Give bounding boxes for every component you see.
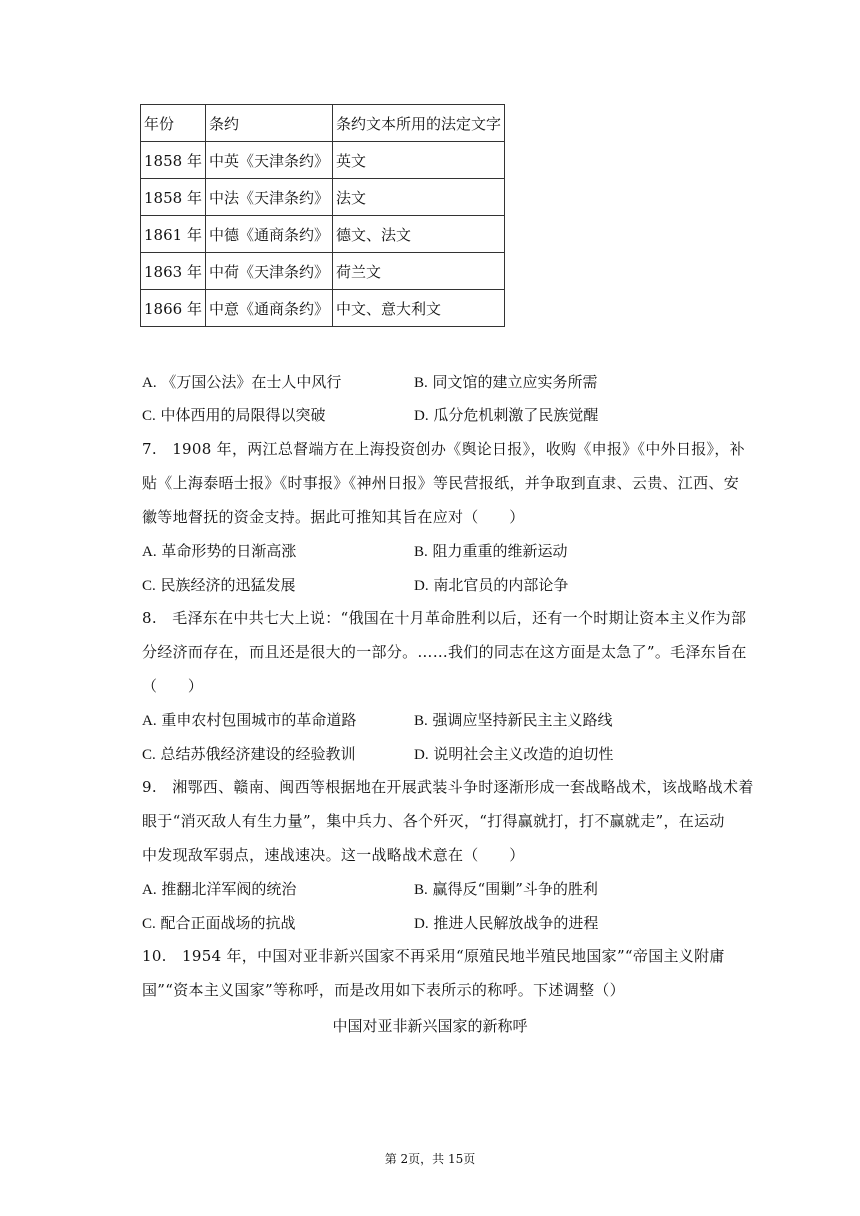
q6-option-b: [414, 371, 598, 392]
option-text: 同文馆的建立应实务所需: [432, 373, 598, 391]
table-cell: 中英《天津条约》: [205, 142, 332, 179]
page-footer: 第 2页，共 15页: [384, 1152, 476, 1166]
q7-stem-line: 贴《上海泰晤士报》《时事报》《神州日报》等民营报纸，并争取到直隶、云贵、江西、安: [142, 474, 740, 492]
treaty-table: [140, 104, 505, 327]
option-text: 瓜分危机刺激了民族觉醒: [433, 406, 599, 424]
option-text: 中体西用的局限得以突破: [160, 406, 326, 424]
option-text: 民族经济的迅猛发展: [160, 576, 296, 594]
q6-option-d: [414, 404, 598, 425]
q8-stem-line: （ ）: [142, 677, 204, 695]
option-text: 推进人民解放战争的进程: [433, 914, 599, 932]
option-text: 强调应坚持新民主主义路线: [432, 711, 613, 729]
q9-option-c: [142, 912, 296, 933]
q9-stem-line: 眼于“消灭敌人有生力量”，集中兵力、各个歼灭，“打得赢就打，打不赢就走”，在运动: [142, 812, 725, 830]
table-header-cell: 条约: [205, 105, 332, 142]
table-cell: 中文、意大利文: [332, 290, 504, 327]
table-row: [141, 216, 505, 253]
q9-option-d: [414, 912, 598, 933]
q9-stem-line: 中发现敌军弱点，速战速决。这一战略战术意在（ ）: [142, 846, 525, 864]
table-header-cell: 条约文本所用的法定文字: [332, 105, 504, 142]
option-key: B.: [414, 375, 428, 391]
table-cell: 法文: [332, 179, 504, 216]
option-key: C.: [142, 578, 156, 594]
q9-option-a: [142, 878, 296, 899]
q8-stem-line: 8. 毛泽东在中共七大上说：“俄国在十月革命胜利以后，还有一个时期让资本主义作为部: [142, 609, 747, 627]
option-text: 重申农村包围城市的革命道路: [161, 711, 357, 729]
q8-stem-line: 分经济而存在，而且还是很大的一部分。……我们的同志在这方面是太急了”。毛泽东旨在: [142, 643, 747, 661]
q6-option-c: [142, 404, 326, 425]
table-cell: 1863 年: [141, 253, 206, 290]
option-key: C.: [142, 916, 156, 932]
q8-option-b: [414, 709, 613, 730]
q8-option-c: [142, 743, 356, 764]
table-cell: 中意《通商条约》: [205, 290, 332, 327]
table-header-cell: 年份: [141, 105, 206, 142]
q7-option-b: [414, 540, 568, 561]
option-key: D.: [414, 408, 429, 424]
table-caption: 中国对亚非新兴国家的新称呼: [332, 1017, 528, 1035]
option-key: D.: [414, 916, 429, 932]
q8-option-d: [414, 743, 613, 764]
q9-stem-line: 9. 湘鄂西、赣南、闽西等根据地在开展武装斗争时逐渐形成一套战略战术，该战略战术着: [142, 778, 754, 796]
table-cell: 荷兰文: [332, 253, 504, 290]
option-key: C.: [142, 747, 156, 763]
option-text: 赢得反“围剿”斗争的胜利: [432, 880, 598, 898]
option-text: 南北官员的内部论争: [433, 576, 569, 594]
option-key: A.: [142, 713, 157, 729]
q6-option-a: [142, 371, 341, 392]
table-cell: 1858 年: [141, 179, 206, 216]
q7-stem-line: 徽等地督抚的资金支持。据此可推知其旨在应对（ ）: [142, 508, 525, 526]
table-cell: 1866 年: [141, 290, 206, 327]
option-key: A.: [142, 375, 157, 391]
option-text: 革命形势的日渐高涨: [161, 542, 297, 560]
option-key: D.: [414, 747, 429, 763]
table-cell: 英文: [332, 142, 504, 179]
q10-stem-line: 国”“资本主义国家”等称呼，而是改用如下表所示的称呼。下述调整（）: [142, 981, 625, 999]
q9-option-b: [414, 878, 598, 899]
table-cell: 1861 年: [141, 216, 206, 253]
table-row: [141, 290, 505, 327]
q10-stem-line: 10. 1954 年，中国对亚非新兴国家不再采用“原殖民地半殖民地国家”“帝国主义附庸: [142, 947, 725, 965]
q7-option-a: [142, 540, 296, 561]
table-row: [141, 253, 505, 290]
q7-option-c: [142, 574, 296, 595]
q7-stem-line: 7. 1908 年，两江总督端方在上海投资创办《舆论日报》，收购《申报》《中外日报》，补: [142, 440, 745, 458]
option-text: 《万国公法》在士人中风行: [161, 373, 342, 391]
option-key: A.: [142, 882, 157, 898]
table-row: [141, 179, 505, 216]
option-key: B.: [414, 882, 428, 898]
table-row: [141, 142, 505, 179]
option-text: 说明社会主义改造的迫切性: [433, 745, 614, 763]
q8-option-a: [142, 709, 356, 730]
option-key: D.: [414, 578, 429, 594]
option-key: B.: [414, 544, 428, 560]
table-cell: 中德《通商条约》: [205, 216, 332, 253]
table-cell: 中荷《天津条约》: [205, 253, 332, 290]
option-text: 总结苏俄经济建设的经验教训: [160, 745, 356, 763]
option-key: B.: [414, 713, 428, 729]
option-key: C.: [142, 408, 156, 424]
option-text: 配合正面战场的抗战: [160, 914, 296, 932]
table-cell: 中法《天津条约》: [205, 179, 332, 216]
option-key: A.: [142, 544, 157, 560]
option-text: 推翻北洋军阀的统治: [161, 880, 297, 898]
table-cell: 德文、法文: [332, 216, 504, 253]
table-cell: 1858 年: [141, 142, 206, 179]
table-header-row: [141, 105, 505, 142]
option-text: 阻力重重的维新运动: [432, 542, 568, 560]
q7-option-d: [414, 574, 568, 595]
